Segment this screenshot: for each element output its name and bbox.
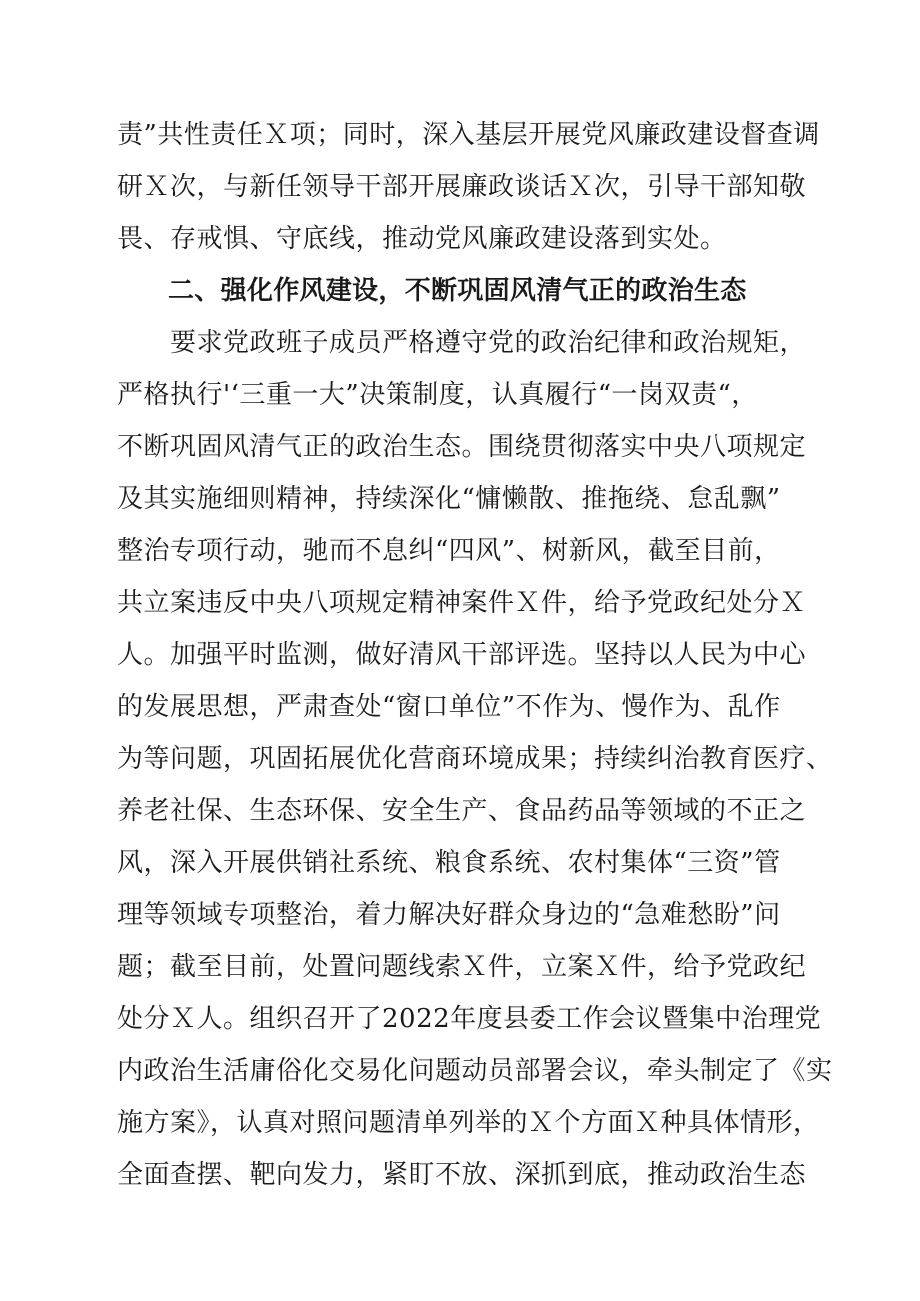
paragraph-line-1: 责”共性责任Ｘ项；同时，深入基层开展党风廉政建设督查调	[117, 120, 820, 150]
paragraph-line-9: 共立案违反中央八项规定精神案件Ｘ件，给予党政纪处分Ｘ	[117, 588, 807, 618]
paragraph-line-6: 不断巩固风清气正的政治生态。围绕贯彻落实中央八项规定	[117, 432, 807, 462]
paragraph-line-16: 题；截至目前，处置问题线索Ｘ件，立案Ｘ件，给予党政纪	[117, 952, 807, 982]
paragraph-line-11: 的发展思想，严肃查处“窗口单位”不作为、慢作为、乱作	[117, 692, 781, 722]
paragraph-line-17: 处分Ｘ人。组织召开了2022年度县委工作会议暨集中治理党	[117, 1004, 822, 1034]
paragraph-line-7: 及其实施细则精神，持续深化“慵懒散、推拖绕、怠乱飘”	[117, 484, 781, 514]
paragraph-line-19: 施方案》，认真对照问题清单列举的Ｘ个方面Ｘ种具体情形，	[117, 1108, 820, 1138]
paragraph-line-10: 人。加强平时监测，做好清风干部评选。坚持以人民为中心	[117, 640, 807, 670]
paragraph-line-8: 整治专项行动，驰而不息纠“四风”、树新风，截至目前，	[117, 536, 781, 566]
paragraph-line-14: 风，深入开展供销社系统、粮食系统、农村集体“三资”管	[117, 848, 781, 878]
paragraph-line-20: 全面查摆、靶向发力，紧盯不放、深抓到底，推动政治生态	[117, 1160, 807, 1190]
paragraph-line-5: 严格执行'‘三重一大”决策制度，认真履行“一岗双责“，	[117, 380, 758, 410]
paragraph-line-18: 内政治生活庸俗化交易化问题动员部署会议，牵头制定了《实	[117, 1056, 833, 1086]
paragraph-line-15: 理等领域专项整治，着力解决好群众身边的“急难愁盼”问	[117, 900, 781, 930]
paragraph-line-4: 要求党政班子成员严格遵守党的政治纪律和政治规矩，	[170, 328, 807, 358]
section-heading: 二、强化作风建设，不断巩固风清气正的政治生态	[168, 276, 747, 306]
paragraph-line-13: 养老社保、生态环保、安全生产、食品药品等领域的不正之	[117, 796, 807, 826]
paragraph-line-12: 为等问题，巩固拓展优化营商环境成果；持续纠治教育医疗、	[117, 744, 833, 774]
paragraph-line-3: 畏、存戒惧、守底线，推动党风廉政建设落到实处。	[117, 224, 727, 254]
paragraph-line-2: 研Ｘ次，与新任领导干部开展廉政谈话Ｘ次，引导干部知敬	[117, 172, 807, 202]
